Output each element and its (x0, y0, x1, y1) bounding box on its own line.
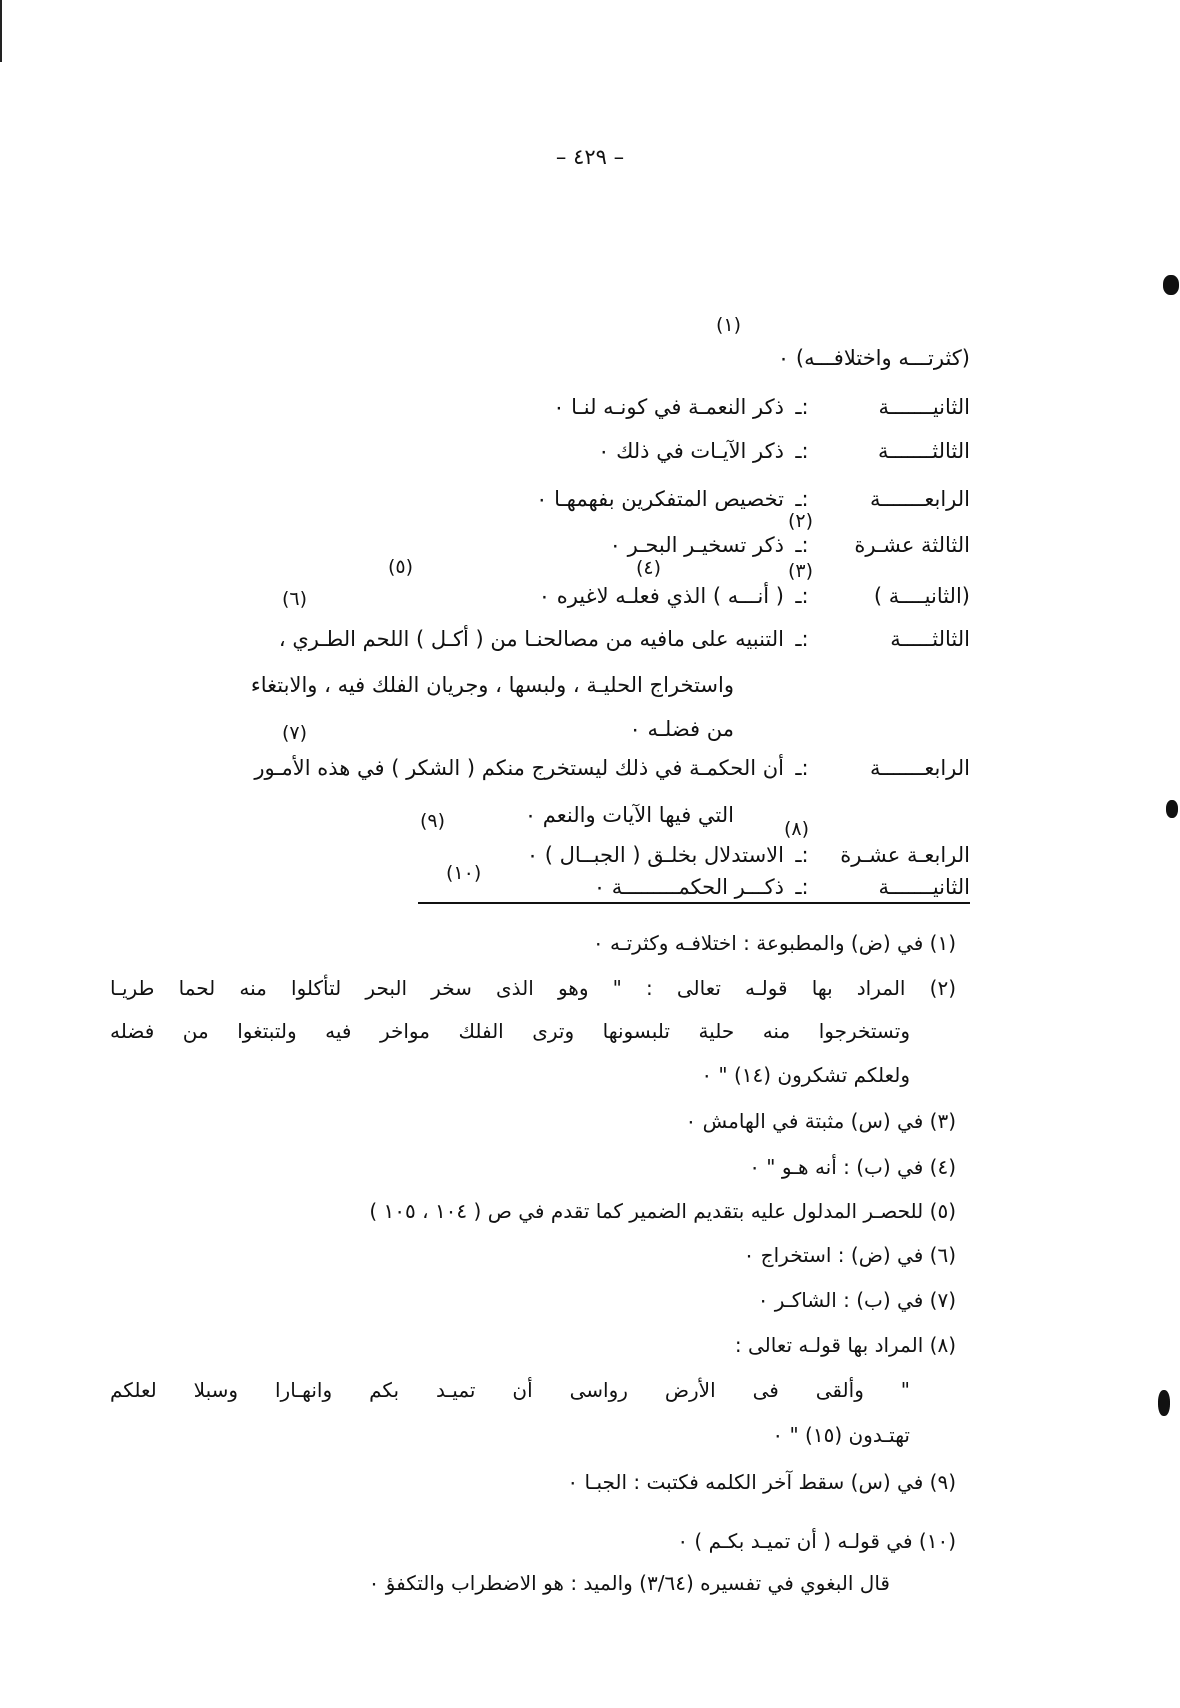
line-separator: :ـ (795, 627, 809, 651)
line-separator: :ـ (795, 843, 809, 867)
line-separator: :ـ (795, 533, 809, 557)
page-number: – ٤٢٩ – (555, 145, 625, 169)
line-label: الرابعـــــــة (870, 487, 970, 511)
scan-ink-blot (1166, 800, 1178, 818)
footnote-2-line-1: (٢) المراد بها قولـه تعالى : " وهو الذى سخر البحر لتأكلوا منه لحما طريـا (110, 976, 956, 1000)
line-text: ذكر تسخيـر البحـر ٠ (609, 533, 784, 557)
line-text: واستخراج الحليـة ، ولبسها ، وجريان الفلك فيه ، والابتغاء (250, 673, 734, 697)
footnote-1: (١) في (ض) والمطبوعة : اختلافـه وكثرتـه ٠ (592, 931, 956, 955)
footnote-8-line-2: " وألقى فى الأرض رواسى أن تميـد بكم وانهـارا وسبلا لعلكم (110, 1378, 910, 1402)
footnote-10-line-1: (١٠) في قولـه ( أن تميـد بكـم ) ٠ (677, 1529, 956, 1553)
line-text: ذكـــر الحكمـــــــــة ٠ (593, 875, 784, 899)
text-line (553, 392, 970, 422)
footnote-marker-4: (٤) (636, 557, 662, 579)
footnote-6: (٦) في (ض) : استخراج ٠ (743, 1243, 956, 1267)
line-label: الرابعـــــــة (870, 756, 970, 780)
line-label: الثالثـــــــة (877, 439, 970, 463)
text-line (630, 714, 734, 744)
footnote-10-line-2: قال البغوي في تفسيره (٣/٦٤) والميد : هو الاضطراب والتكفؤ ٠ (368, 1571, 890, 1595)
text-line (254, 753, 970, 783)
scan-ink-blot (1158, 1390, 1170, 1416)
line-label: الثالثة عشـرة (854, 533, 970, 557)
line-text: (كثرتـــه واختلافـــه) ٠ (777, 346, 970, 370)
footnote-4: (٤) في (ب) : أنه هـو " ٠ (749, 1155, 956, 1179)
text-line (778, 343, 970, 373)
line-label: (الثانيــــة ) (873, 584, 970, 608)
text-line (598, 436, 970, 466)
footnote-8-line-3: تهتـدون (١٥) " ٠ (772, 1423, 910, 1447)
footnote-marker-5: (٥) (388, 556, 414, 578)
line-text: الاستدلال بخلـق ( الجبــال ) ٠ (526, 843, 784, 867)
line-text: تخصيص المتفكرين بفهمهـا ٠ (536, 487, 784, 511)
text-line (279, 624, 970, 654)
line-separator: :ـ (795, 487, 809, 511)
footnote-7: (٧) في (ب) : الشاكـر ٠ (757, 1288, 956, 1312)
scan-edge-line (0, 0, 2, 62)
footnote-8-line-1: (٨) المراد بها قولـه تعالى : (734, 1333, 956, 1357)
text-line (539, 581, 970, 611)
line-text: أن الحكمـة في ذلك ليستخرج منكم ( الشكر ) في هذه الأمـور (254, 756, 784, 780)
footnote-marker-10: (١٠) (446, 862, 482, 884)
line-text: التي فيها الآيات والنعم ٠ (524, 803, 734, 827)
line-separator: :ـ (795, 584, 809, 608)
line-separator: :ـ (795, 395, 809, 419)
footnote-5: (٥) للحصـر المدلول عليه بتقديم الضمير كما تقدم في ص ( ١٠٤ ، ١٠٥ ) (369, 1199, 956, 1223)
footnote-marker-6: (٦) (282, 588, 308, 610)
footnote-2-line-2: وتستخرجوا منه حلية تلبسونها وترى الفلك مواخر فيه ولتبتغوا من فضله (110, 1019, 910, 1043)
line-separator: :ـ (795, 756, 809, 780)
footnote-marker-1: (١) (716, 314, 742, 336)
footnote-marker-3: (٣) (788, 560, 814, 582)
footnote-3: (٣) في (س) مثبتة في الهامش ٠ (685, 1109, 956, 1133)
line-label: الثانيـــــــة (878, 875, 970, 899)
line-text: التنبيه على مافيه من مصالحنـا من ( أكـل ) اللحم الطـري ، (278, 627, 784, 651)
text-line (594, 872, 970, 902)
footnote-marker-2: (٢) (788, 510, 814, 532)
line-separator: :ـ (795, 875, 809, 899)
footnote-marker-7: (٧) (282, 722, 308, 744)
text-line (527, 840, 970, 870)
footnote-marker-8: (٨) (784, 818, 810, 840)
text-line (251, 670, 734, 700)
footnote-separator-rule (418, 902, 970, 904)
line-text: ذكر الآيـات في ذلك ٠ (598, 439, 784, 463)
footnote-marker-9: (٩) (420, 810, 446, 832)
line-label: الثالثـــــة (890, 627, 970, 651)
text-line (536, 484, 970, 514)
footnote-2-line-3: ولعلكم تشكرون (١٤) " ٠ (701, 1063, 910, 1087)
scan-ink-blot (1163, 275, 1179, 295)
line-separator: :ـ (795, 439, 809, 463)
line-text: من فضلـه ٠ (629, 717, 734, 741)
footnote-9: (٩) في (س) سقط آخر الكلمه فكتبت : الجبـا ٠ (567, 1470, 956, 1494)
text-line (610, 530, 970, 560)
line-text: ذكر النعمـة في كونـه لنـا ٠ (553, 395, 784, 419)
text-line (525, 800, 734, 830)
line-text: ( أنـــه ) الذي فعلـه لاغيره ٠ (538, 584, 784, 608)
line-label: الثانيـــــــة (878, 395, 970, 419)
line-label: الرابعـة عشـرة (840, 843, 970, 867)
